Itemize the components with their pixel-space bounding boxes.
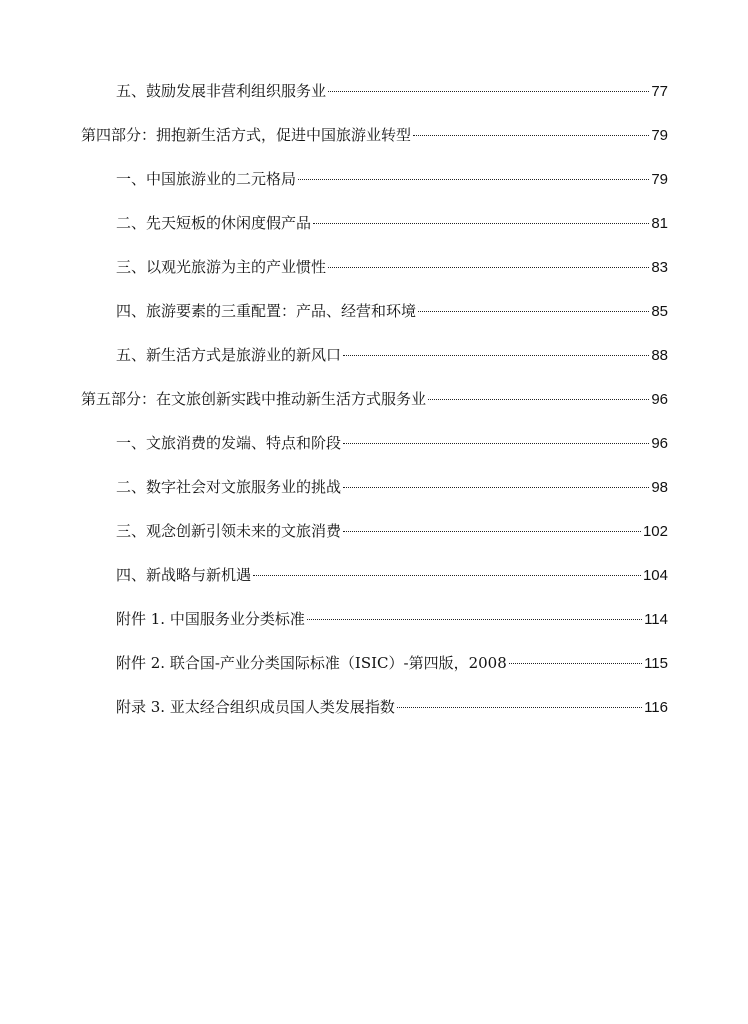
dot-leader bbox=[313, 223, 649, 224]
toc-entry[interactable] bbox=[116, 430, 668, 456]
dot-leader bbox=[343, 355, 649, 356]
dot-leader bbox=[328, 91, 649, 92]
toc-entry-title: 一、中国旅游业的二元格局 bbox=[116, 170, 297, 188]
toc-entry-title: 附件 2. 联合国-产业分类国际标准（ISIC）-第四版，2008 bbox=[116, 654, 507, 672]
toc-entry[interactable] bbox=[116, 166, 668, 192]
toc-entry-page: 77 bbox=[651, 83, 668, 100]
toc-entry-page: 85 bbox=[651, 303, 668, 320]
dot-leader bbox=[509, 663, 642, 664]
dot-leader bbox=[343, 531, 641, 532]
toc-entry[interactable] bbox=[81, 122, 668, 148]
dot-leader bbox=[298, 179, 649, 180]
toc-entry-title: 三、观念创新引领未来的文旅消费 bbox=[116, 522, 342, 540]
toc-entry[interactable] bbox=[116, 562, 668, 588]
toc-entry-title: 五、新生活方式是旅游业的新风口 bbox=[116, 346, 342, 364]
toc-entry-page: 116 bbox=[644, 699, 668, 716]
toc-entry-title: 二、数字社会对文旅服务业的挑战 bbox=[116, 478, 342, 496]
dot-leader bbox=[418, 311, 649, 312]
dot-leader bbox=[343, 443, 649, 444]
toc-entry[interactable] bbox=[116, 298, 668, 324]
toc-entry[interactable] bbox=[116, 606, 668, 632]
toc-entry-page: 81 bbox=[651, 215, 668, 232]
dot-leader bbox=[413, 135, 649, 136]
toc-entry-title: 四、新战略与新机遇 bbox=[116, 566, 252, 584]
toc-entry-title: 第四部分：拥抱新生活方式，促进中国旅游业转型 bbox=[81, 126, 412, 144]
dot-leader bbox=[307, 619, 642, 620]
toc-entry-page: 96 bbox=[651, 435, 668, 452]
toc-entry-page: 115 bbox=[644, 655, 668, 672]
toc-entry[interactable] bbox=[116, 342, 668, 368]
toc-entry-page: 102 bbox=[642, 523, 668, 540]
toc-entry-page: 96 bbox=[651, 391, 668, 408]
toc-entry-title: 五、鼓励发展非营利组织服务业 bbox=[116, 82, 327, 100]
toc-entry-page: 114 bbox=[644, 611, 668, 628]
toc-entry-title: 三、以观光旅游为主的产业惯性 bbox=[116, 258, 327, 276]
toc-entry-page: 83 bbox=[651, 259, 668, 276]
dot-leader bbox=[343, 487, 649, 488]
toc-entry[interactable] bbox=[116, 650, 668, 676]
toc-entry-title: 第五部分：在文旅创新实践中推动新生活方式服务业 bbox=[81, 390, 427, 408]
toc-entry-page: 98 bbox=[651, 479, 668, 496]
dot-leader bbox=[397, 707, 642, 708]
dot-leader bbox=[428, 399, 649, 400]
toc-entry[interactable] bbox=[116, 78, 668, 104]
toc-entry[interactable] bbox=[116, 694, 668, 720]
toc-entry-title: 一、文旅消费的发端、特点和阶段 bbox=[116, 434, 342, 452]
toc-entry[interactable] bbox=[116, 254, 668, 280]
toc-entry[interactable] bbox=[116, 518, 668, 544]
dot-leader bbox=[253, 575, 641, 576]
toc-entry-page: 88 bbox=[651, 347, 668, 364]
toc-entry-page: 104 bbox=[642, 567, 668, 584]
toc-entry-page: 79 bbox=[651, 127, 668, 144]
dot-leader bbox=[328, 267, 649, 268]
toc-entry-title: 附录 3. 亚太经合组织成员国人类发展指数 bbox=[116, 698, 395, 716]
toc-entry-page: 79 bbox=[651, 171, 668, 188]
toc-entry-title: 二、先天短板的休闲度假产品 bbox=[116, 214, 312, 232]
toc-entry-title: 四、旅游要素的三重配置：产品、经营和环境 bbox=[116, 302, 417, 320]
toc-entry[interactable] bbox=[81, 386, 668, 412]
toc-entry[interactable] bbox=[116, 210, 668, 236]
toc-entry-title: 附件 1. 中国服务业分类标准 bbox=[116, 610, 305, 628]
toc-entry[interactable] bbox=[116, 474, 668, 500]
